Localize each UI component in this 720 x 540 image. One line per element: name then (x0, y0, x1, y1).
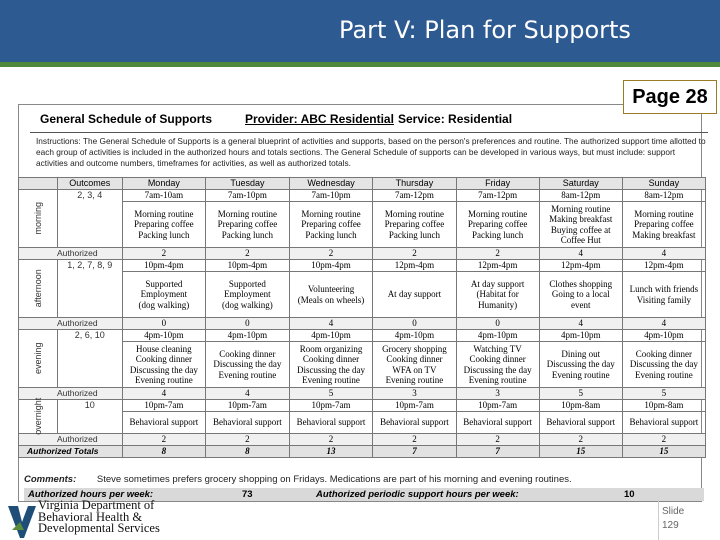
activity-cell (289, 272, 373, 318)
comments-text: Steve sometimes prefers grocery shopping on Fridays. Medications are part of his morning and evening routines. (96, 474, 572, 485)
slide-label: Slide (662, 506, 685, 517)
time-cell: 7am-10pm (289, 190, 373, 202)
column-header: Wednesday (289, 178, 373, 190)
dbhds-logo-text (38, 500, 160, 535)
activity-line: Making breakfast (549, 214, 613, 224)
column-header: Tuesday (206, 178, 290, 190)
activity-line: Evening routine (302, 375, 360, 385)
column-header: Saturday (539, 178, 622, 190)
activity-line: Visiting family (636, 294, 692, 305)
activity-line: Making breakfast (632, 229, 696, 240)
outcomes-cell: 10 (58, 400, 123, 434)
totals-cell: 8 (206, 446, 290, 458)
totals-label: Authorized Totals (19, 446, 123, 458)
activity-cell (289, 412, 373, 434)
activity-line: Behavioral support (380, 417, 449, 428)
activity-line: Preparing coffee (384, 219, 445, 230)
authorized-cell: 4 (622, 248, 705, 260)
activity-cell (622, 412, 705, 434)
activity-row (19, 412, 706, 434)
activity-cell (122, 342, 206, 388)
authorized-cell: 4 (539, 318, 622, 330)
time-cell: 10pm-4pm (206, 260, 290, 272)
activity-line: Behavioral support (629, 417, 699, 428)
slide-title: Part V: Plan for Supports (339, 16, 631, 44)
activity-line: Discussing the day (629, 359, 698, 370)
time-cell: 4pm-10pm (206, 330, 290, 342)
activity-line: Behavioral support (296, 417, 366, 428)
period-label (19, 260, 58, 318)
authorized-row (19, 318, 706, 330)
comments-row (24, 474, 704, 487)
column-header: Friday (456, 178, 539, 190)
authorized-cell: 5 (622, 388, 705, 400)
activity-line: Cooking dinner (635, 348, 693, 359)
authorized-cell: 2 (622, 434, 705, 446)
activity-line: Morning routine (384, 208, 445, 219)
time-cell: 10pm-7am (122, 400, 206, 412)
activity-line: Discussing the day (129, 364, 198, 375)
time-cell: 12pm-4pm (539, 260, 622, 272)
activity-row (19, 202, 706, 248)
time-cell: 12pm-4pm (622, 260, 705, 272)
authorized-cell: 2 (456, 248, 539, 260)
authorized-label: Authorized (19, 248, 123, 260)
dbhds-logo-icon (6, 500, 38, 540)
authorized-cell: 2 (539, 434, 622, 446)
activity-line: Watching TV (473, 343, 522, 354)
authorized-row (19, 388, 706, 400)
time-cell: 4pm-10pm (373, 330, 456, 342)
logo-line-2: Behavioral Health & (38, 509, 143, 524)
activity-line: Packing lunch (471, 229, 524, 240)
slide-number-value: 129 (662, 520, 679, 531)
activity-line: Packing lunch (221, 229, 274, 240)
activity-line: At day support (470, 278, 525, 289)
time-cell: 7am-12pm (373, 190, 456, 202)
period-label (19, 397, 58, 436)
authorized-cell: 3 (373, 388, 456, 400)
title-bar (0, 0, 720, 62)
totals-cell: 15 (622, 446, 705, 458)
activity-line: Supported (228, 278, 266, 289)
activity-line: House cleaning (135, 343, 192, 354)
period-label (19, 190, 58, 248)
activity-cell (289, 342, 373, 388)
time-cell: 10pm-7am (373, 400, 456, 412)
activity-line: Preparing coffee (467, 219, 528, 230)
period-label-text: evening (32, 342, 43, 375)
slide-divider (658, 500, 659, 540)
authorized-cell: 2 (289, 248, 373, 260)
time-cell: 4pm-10pm (622, 330, 705, 342)
time-row (19, 400, 706, 412)
activity-line: Lunch with friends (629, 284, 699, 294)
instructions-text: Instructions: The General Schedule of Supports is a general blueprint of activities and supports, based on the person's preferences and routine. The authorized support time allotted to each group of activities is included in the authorized hours and totals sections. The General Schedule of supports can be developed in various ways, but must include: support activities and outcome numbers, timeframes for activities, as well as authorized totals. (36, 136, 706, 168)
slide-number (662, 505, 684, 533)
activity-row (19, 272, 706, 318)
authorized-cell: 4 (206, 388, 290, 400)
outcomes-cell: 2, 6, 10 (58, 330, 123, 388)
column-header: Outcomes (58, 178, 123, 190)
authorized-row (19, 434, 706, 446)
totals-row (19, 446, 706, 458)
totals-cell: 8 (122, 446, 206, 458)
activity-line: Morning routine (301, 208, 361, 219)
activity-cell (539, 202, 622, 248)
doc-title: General Schedule of Supports (40, 112, 213, 126)
totals-cell: 7 (456, 446, 539, 458)
authorized-cell: 2 (373, 434, 456, 446)
activity-line: Morning routine (467, 208, 528, 219)
activity-cell (456, 272, 539, 318)
outcomes-cell: 1, 2, 7, 8, 9 (58, 260, 123, 318)
activity-cell (622, 272, 705, 318)
activity-cell (122, 272, 206, 318)
activity-line: Discussing the day (297, 364, 366, 375)
activity-line: Supported (145, 278, 183, 289)
activity-line: Discussing the day (463, 364, 532, 375)
authorized-cell: 4 (622, 318, 705, 330)
authorized-cell: 2 (456, 434, 539, 446)
time-cell: 4pm-10pm (289, 330, 373, 342)
activity-cell (206, 412, 290, 434)
period-label-text: morning (32, 202, 43, 235)
totals-cell: 13 (289, 446, 373, 458)
time-cell: 12pm-4pm (456, 260, 539, 272)
title-underline (0, 62, 720, 67)
activity-line: Evening routine (551, 369, 610, 380)
activity-line: Behavioral support (546, 417, 616, 428)
authorized-cell: 2 (206, 434, 290, 446)
totals-cell: 7 (373, 446, 456, 458)
page-badge: Page 28 (623, 80, 717, 114)
time-cell: 7am-12pm (456, 190, 539, 202)
activity-line: Evening routine (134, 375, 193, 385)
activity-line: Coffee Hut (560, 235, 601, 245)
activity-line: (Habitat for (476, 289, 519, 300)
weekly-hours-value: 73 (242, 489, 253, 500)
time-row (19, 190, 706, 202)
corner-cell (19, 178, 58, 190)
period-label-text: overnight (32, 397, 43, 436)
activity-line: Cooking dinner (469, 354, 526, 364)
activity-line: Evening routine (468, 375, 527, 385)
activity-line: Cooking dinner (386, 354, 443, 364)
column-header: Monday (122, 178, 206, 190)
authorized-label: Authorized (19, 434, 123, 446)
activity-line: Grocery shopping (382, 343, 447, 354)
schedule-table (18, 177, 706, 458)
time-cell: 7am-10am (122, 190, 206, 202)
provider-label: Provider: ABC Residential (245, 112, 394, 126)
activity-row (19, 342, 706, 388)
authorized-cell: 2 (289, 434, 373, 446)
authorized-cell: 2 (122, 434, 206, 446)
activity-line: Discussing the day (213, 359, 282, 370)
time-cell: 10pm-4pm (289, 260, 373, 272)
activity-cell (539, 342, 622, 388)
time-cell: 10pm-8am (539, 400, 622, 412)
activity-line: (Meals on wheels) (297, 294, 365, 305)
comments-label: Comments: (24, 474, 77, 485)
authorized-row (19, 248, 706, 260)
time-cell: 10pm-7am (206, 400, 290, 412)
activity-cell (622, 202, 705, 248)
activity-line: Cooking dinner (135, 354, 192, 364)
table-header-row (19, 178, 706, 190)
activity-line: Packing lunch (138, 229, 190, 240)
activity-line: Room organizing (299, 343, 363, 354)
activity-cell (289, 202, 373, 248)
activity-line: Dining out (561, 348, 601, 359)
time-cell: 10pm-8am (622, 400, 705, 412)
activity-cell (206, 272, 290, 318)
activity-line: Humanity) (478, 299, 518, 310)
activity-cell (373, 202, 456, 248)
time-cell: 4pm-10pm (456, 330, 539, 342)
activity-cell (456, 202, 539, 248)
activity-line: Evening routine (635, 369, 693, 380)
activity-line: Preparing coffee (217, 219, 278, 230)
time-cell: 4pm-10pm (539, 330, 622, 342)
time-row (19, 260, 706, 272)
authorized-cell: 0 (456, 318, 539, 330)
activity-cell (456, 412, 539, 434)
weekly-hours-label: Authorized hours per week: (28, 489, 154, 500)
time-cell: 8am-12pm (539, 190, 622, 202)
activity-line: Packing lunch (388, 229, 441, 240)
authorized-cell: 3 (456, 388, 539, 400)
activity-cell (373, 412, 456, 434)
time-cell: 7am-10pm (206, 190, 290, 202)
time-cell: 10pm-7am (289, 400, 373, 412)
activity-cell (122, 412, 206, 434)
periodic-hours-value: 10 (624, 489, 635, 500)
activity-line: (dog walking) (138, 299, 190, 310)
authorized-cell: 4 (122, 388, 206, 400)
activity-line: event (571, 299, 591, 310)
activity-cell (539, 272, 622, 318)
activity-line: WFA on TV (392, 364, 437, 375)
authorized-cell: 0 (206, 318, 290, 330)
activity-line: Preparing coffee (634, 219, 694, 230)
activity-line: Behavioral support (129, 417, 199, 428)
logo-line-1: Virginia Department of (38, 498, 155, 512)
activity-line: Preparing coffee (134, 219, 194, 230)
activity-cell (206, 342, 290, 388)
authorized-cell: 4 (289, 318, 373, 330)
activity-line: Behavioral support (463, 417, 532, 428)
column-header: Thursday (373, 178, 456, 190)
schedule-header (30, 108, 708, 133)
time-cell: 10pm-4pm (122, 260, 206, 272)
activity-cell (206, 202, 290, 248)
authorized-cell: 2 (373, 248, 456, 260)
authorized-cell: 5 (539, 388, 622, 400)
activity-line: Morning routine (134, 208, 194, 219)
activity-line: Discussing the day (546, 359, 615, 370)
activity-line: Cooking dinner (302, 354, 360, 364)
outcomes-cell: 2, 3, 4 (58, 190, 123, 248)
activity-line: Morning routine (217, 208, 278, 219)
periodic-hours-label: Authorized periodic support hours per week: (316, 489, 519, 500)
time-cell: 8am-12pm (622, 190, 705, 202)
activity-cell (373, 342, 456, 388)
activity-cell (539, 412, 622, 434)
activity-line: At day support (387, 289, 442, 300)
period-label (19, 330, 58, 388)
time-cell: 12pm-4pm (373, 260, 456, 272)
activity-line: Clothes shopping (549, 278, 613, 289)
activity-line: Behavioral support (213, 417, 282, 428)
activity-line: Employment (140, 289, 188, 300)
authorized-cell: 0 (122, 318, 206, 330)
activity-line: Going to a local (551, 289, 610, 300)
activity-line: (dog walking) (222, 299, 273, 310)
activity-cell (122, 202, 206, 248)
activity-line: Buying coffee at (550, 224, 611, 235)
authorized-label: Authorized (19, 318, 123, 330)
time-row (19, 330, 706, 342)
service-label: Service: Residential (398, 112, 513, 126)
activity-line: Packing lunch (305, 229, 357, 240)
activity-line: Morning routine (551, 203, 611, 214)
activity-line: Employment (224, 289, 271, 300)
authorized-cell: 0 (373, 318, 456, 330)
activity-line: Preparing coffee (301, 219, 361, 230)
totals-cell: 15 (539, 446, 622, 458)
authorized-cell: 5 (289, 388, 373, 400)
authorized-label: Authorized (19, 388, 123, 400)
authorized-cell: 2 (122, 248, 206, 260)
authorized-cell: 2 (206, 248, 290, 260)
logo-line-3: Developmental Services (38, 521, 160, 535)
column-header: Sunday (622, 178, 705, 190)
activity-line: Evening routine (385, 375, 444, 385)
activity-cell (456, 342, 539, 388)
authorized-cell: 4 (539, 248, 622, 260)
activity-line: Volunteering (307, 284, 355, 294)
activity-line: Evening routine (218, 369, 277, 380)
activity-cell (373, 272, 456, 318)
time-cell: 4pm-10pm (122, 330, 206, 342)
period-label-text: afternoon (32, 269, 43, 308)
time-cell: 10pm-7am (456, 400, 539, 412)
activity-line: Cooking dinner (219, 348, 276, 359)
activity-cell (622, 342, 705, 388)
activity-line: Morning routine (634, 208, 694, 219)
